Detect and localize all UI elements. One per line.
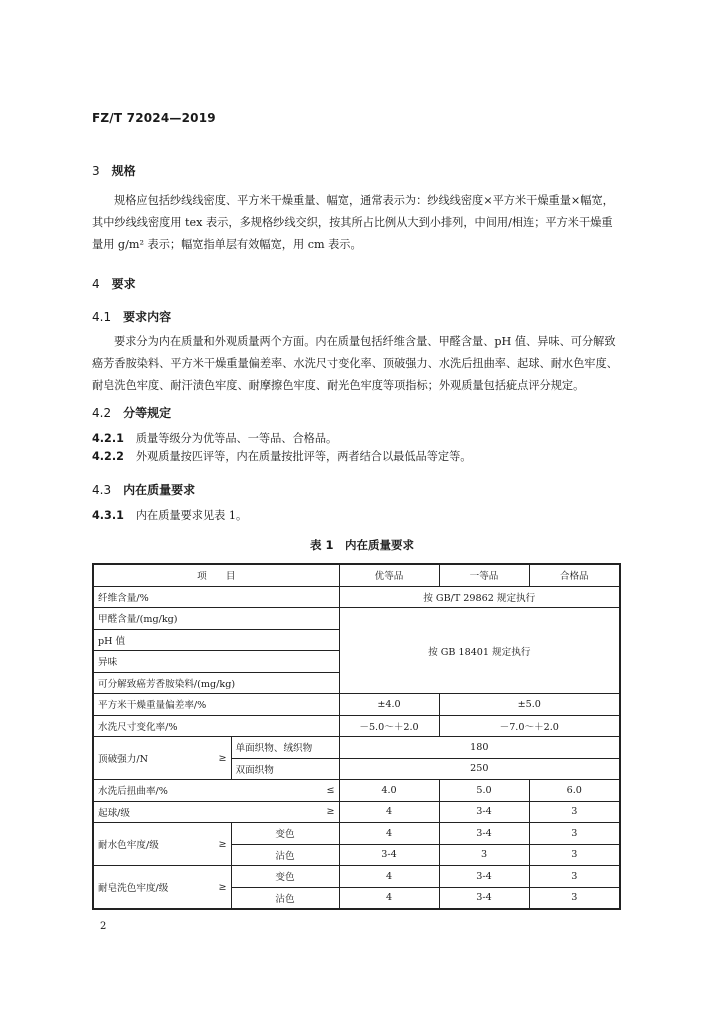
sub-label: 双面织物 (231, 758, 339, 780)
section-title: 规格 (111, 164, 136, 178)
label-text: 水洗后扭曲率/% (98, 786, 168, 798)
section-number: 4.1 (92, 310, 112, 324)
document-header: FZ/T 72024—2019 (92, 111, 216, 125)
section-4-1-paragraph: 要求分为内在质量和外观质量两个方面。内在质量包括纤维含量、甲醛含量、pH 值、异味、可分解致癌芳香胺染料、平方米干燥重量偏差率、水洗尺寸变化率、顶破强力、水洗后扭曲率、起球、耐水色牢度、耐皂洗色牢度、耐汗渍色牢度、耐摩擦色牢度、耐光色牢度等项指标；外观质量包括疵点评分规定。 (92, 335, 618, 392)
row-value: 250 (339, 758, 620, 780)
table-caption: 表 1 内在质量要求 (309, 538, 414, 552)
row-value: 3-4 (439, 866, 529, 888)
table-row (93, 586, 620, 608)
header-grade-1: 优等品 (339, 564, 439, 586)
section-4-2-heading (92, 404, 171, 421)
row-label: 水洗尺寸变化率/% (93, 715, 339, 737)
sub-label: 沾色 (231, 887, 339, 909)
row-value: 3-4 (439, 801, 529, 823)
row-value: 4 (339, 887, 439, 909)
header-grade-2: 一等品 (439, 564, 529, 586)
row-label: 纤维含量/% (93, 586, 339, 608)
section-title: 分等规定 (123, 406, 172, 420)
sub-label: 变色 (231, 866, 339, 888)
section-4-3-heading (92, 481, 195, 498)
row-value: 3-4 (339, 844, 439, 866)
row-value: ±5.0 (439, 694, 620, 716)
table-row (93, 866, 620, 888)
section-4-1-heading (92, 308, 171, 325)
table-row (93, 823, 620, 845)
row-value: 3-4 (439, 823, 529, 845)
row-value: 4.0 (339, 780, 439, 802)
row-value: 3 (439, 844, 529, 866)
row-value: 6.0 (529, 780, 620, 802)
clause-text: 质量等级分为优等品、一等品、合格品。 (135, 432, 338, 445)
row-label (93, 823, 231, 866)
clause-4-3-1 (92, 505, 247, 527)
row-value: 按 GB 18401 规定执行 (339, 608, 620, 694)
section-number: 4.3 (92, 483, 112, 497)
header-grade-3: 合格品 (529, 564, 620, 586)
row-value: －5.0～＋2.0 (339, 715, 439, 737)
table-row (93, 737, 620, 759)
clause-text: 内在质量要求见表 1。 (135, 509, 248, 522)
row-value: 4 (339, 801, 439, 823)
section-3-paragraph: 规格应包括纱线线密度、平方米干燥重量、幅宽，通常表示为：纱线线密度×平方米干燥重量×幅宽，其中纱线线密度用 tex 表示，多规格纱线交织，按其所占比例从大到小排列，中间用/相连；平方米干燥重量用 g/m² 表示；幅宽指单层有效幅宽，用 cm 表示。 (92, 194, 614, 251)
table-row (93, 780, 620, 802)
row-label (93, 866, 231, 910)
row-value: 3 (529, 866, 620, 888)
sub-label: 变色 (231, 823, 339, 845)
row-label: pH 值 (93, 629, 339, 651)
table-row (93, 608, 620, 630)
row-value: 3-4 (439, 887, 529, 909)
section-title: 内在质量要求 (123, 483, 196, 497)
sub-label: 沾色 (231, 844, 339, 866)
section-number: 4.2 (92, 406, 112, 420)
row-label (93, 801, 339, 823)
row-label: 异味 (93, 651, 339, 673)
row-label: 可分解致癌芳香胺染料/(mg/kg) (93, 672, 339, 694)
row-value: －7.0～＋2.0 (439, 715, 620, 737)
row-value: 3 (529, 887, 620, 909)
row-value: 3 (529, 801, 620, 823)
row-value: 180 (339, 737, 620, 759)
row-label (93, 737, 231, 780)
row-value: ±4.0 (339, 694, 439, 716)
label-text: 耐水色牢度/级 (98, 840, 159, 851)
section-title: 要求内容 (123, 310, 172, 324)
table-row (93, 801, 620, 823)
comparator: ≥ (218, 752, 227, 764)
clause-number: 4.3.1 (92, 509, 124, 522)
clause-4-2-2 (92, 446, 472, 468)
page-number: 2 (100, 921, 107, 932)
label-text: 顶破强力/N (98, 754, 149, 765)
header-item: 项 目 (93, 564, 339, 586)
table-row (93, 715, 620, 737)
clause-number: 4.2.2 (92, 450, 124, 463)
row-label (93, 780, 339, 802)
label-text: 耐皂洗色牢度/级 (98, 883, 169, 894)
section-3-heading (92, 162, 136, 179)
table-row (93, 694, 620, 716)
comparator: ≤ (326, 784, 335, 796)
row-value: 按 GB/T 29862 规定执行 (339, 586, 620, 608)
sub-label: 单面织物、绒织物 (231, 737, 339, 759)
comparator: ≥ (218, 881, 227, 893)
section-title: 要求 (111, 277, 136, 291)
row-value: 5.0 (439, 780, 529, 802)
row-value: 3 (529, 844, 620, 866)
row-value: 3 (529, 823, 620, 845)
clause-text: 外观质量按匹评等，内在质量按批评等，两者结合以最低品等定等。 (135, 450, 472, 463)
row-label: 平方米干燥重量偏差率/% (93, 694, 339, 716)
comparator: ≥ (218, 838, 227, 850)
comparator: ≥ (326, 806, 335, 818)
section-number: 3 (92, 164, 100, 178)
quality-requirements-table (92, 563, 621, 910)
section-number: 4 (92, 277, 100, 291)
label-text: 起球/级 (98, 807, 131, 819)
clause-number: 4.2.1 (92, 432, 124, 445)
table-header-row (93, 564, 620, 586)
section-4-heading (92, 275, 136, 292)
row-value: 4 (339, 866, 439, 888)
row-label: 甲醛含量/(mg/kg) (93, 608, 339, 630)
row-value: 4 (339, 823, 439, 845)
